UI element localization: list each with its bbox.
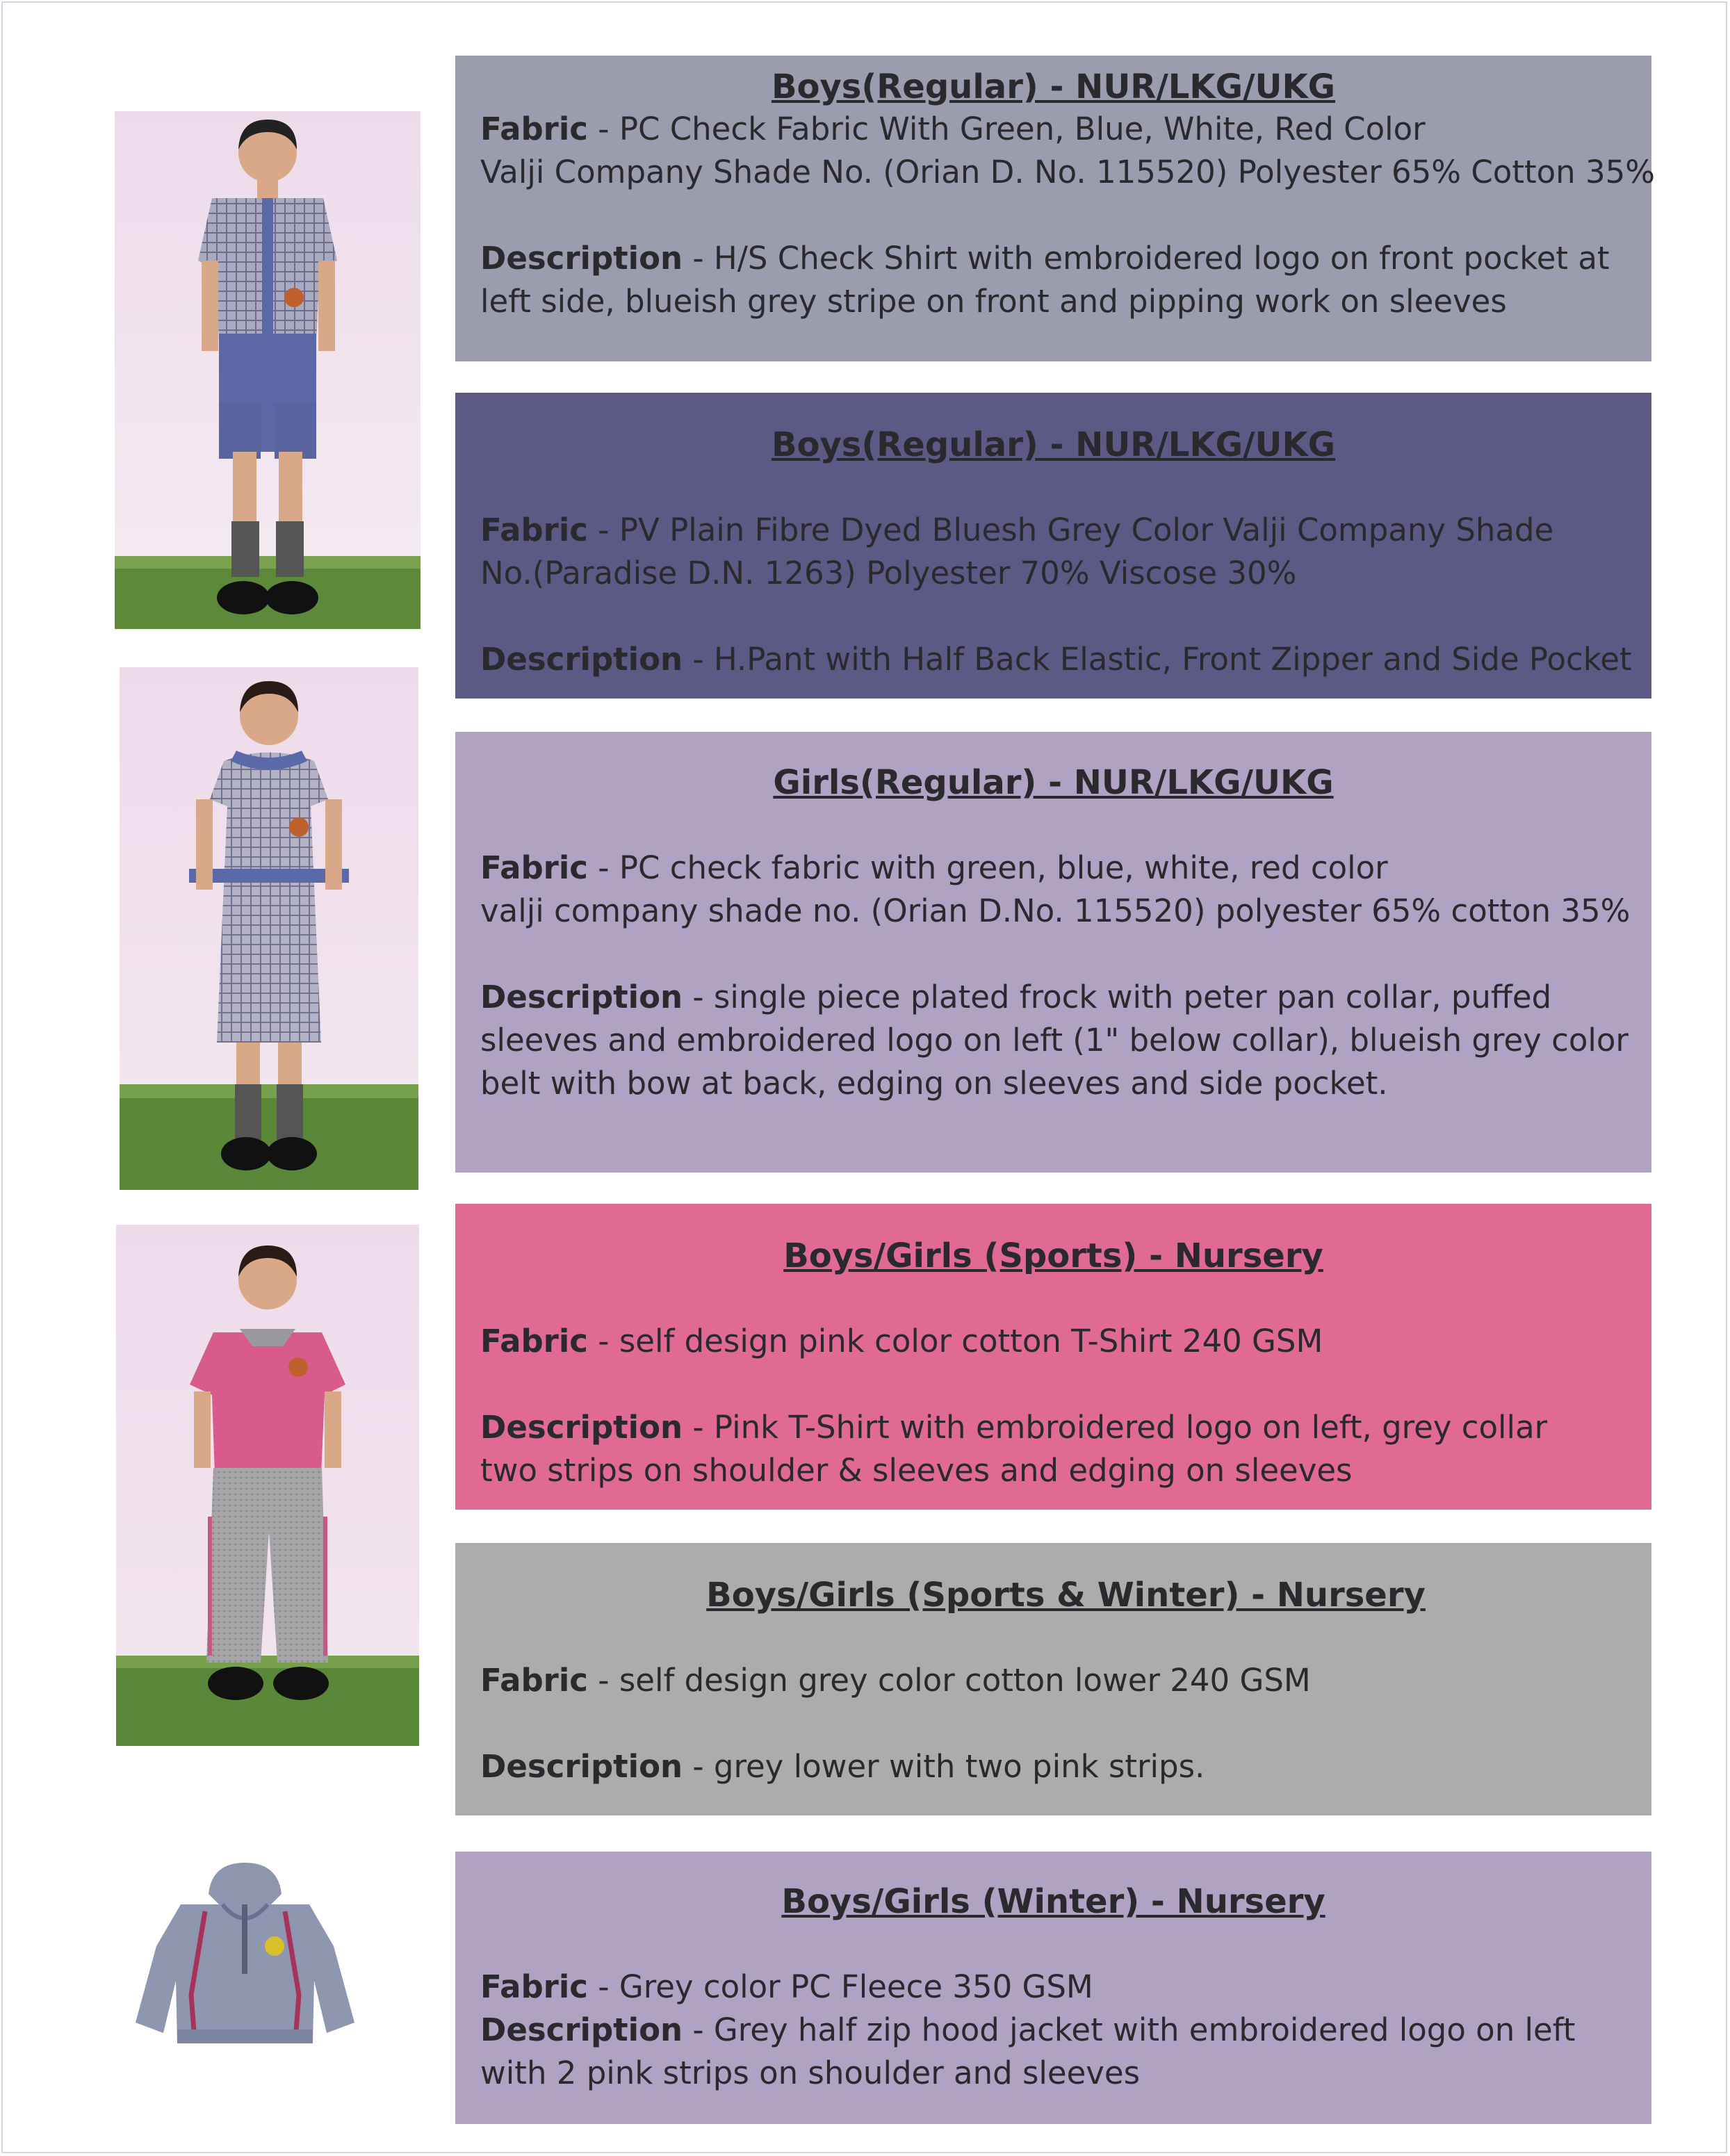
fabric-line-2: No.(Paradise D.N. 1263) Polyester 70% Viscose 30%	[480, 555, 1297, 591]
fabric-label: Fabric	[480, 512, 588, 548]
description-line-2: with 2 pink strips on shoulder and sleeves	[480, 2055, 1141, 2091]
girl-sports-uniform-photo	[116, 1225, 419, 1746]
fabric-label: Fabric	[480, 1323, 588, 1359]
fabric-line	[480, 509, 1651, 552]
description-line-2: two strips on shoulder & sleeves and edging on sleeves	[480, 1452, 1353, 1489]
description-line	[480, 237, 1651, 280]
fabric-line-2: valji company shade no. (Orian D.No. 115520) polyester 65% cotton 35%	[480, 892, 1631, 929]
fabric-text: - PC Check Fabric With Green, Blue, White, Red Color	[598, 111, 1426, 147]
fabric-line	[480, 1659, 1651, 1702]
boys-regular-shirt-card	[455, 56, 1655, 361]
description-line-3: belt with bow at back, edging on sleeves and side pocket.	[480, 1065, 1388, 1102]
fabric-label: Fabric	[480, 1662, 588, 1699]
card-title: Boys(Regular) - NUR/LKG/UKG	[771, 67, 1336, 106]
description-text: - H.Pant with Half Back Elastic, Front Zipper and Side Pocket	[692, 641, 1632, 678]
winter-jacket-card	[455, 1852, 1651, 2124]
girls-regular-frock-card	[455, 732, 1651, 1173]
description-line	[480, 1745, 1651, 1788]
card-title: Boys/Girls (Winter) - Nursery	[781, 1882, 1325, 1921]
description-text: - single piece plated frock with peter pan collar, puffed	[692, 979, 1552, 1015]
description-text: - H/S Check Shirt with embroidered logo on front pocket at	[692, 240, 1610, 277]
description-label: Description	[480, 979, 683, 1015]
description-label: Description	[480, 641, 683, 678]
fabric-label: Fabric	[480, 1968, 588, 2005]
fabric-text: - self design grey color cotton lower 240 GSM	[598, 1662, 1311, 1699]
fabric-text: - PV Plain Fibre Dyed Bluesh Grey Color Valji Company Shade	[598, 512, 1554, 548]
winter-jacket-photo	[125, 1856, 365, 2050]
sports-winter-lower-card	[455, 1543, 1651, 1815]
fabric-line-2: Valji Company Shade No. (Orian D. No. 115520) Polyester 65% Cotton 35%	[480, 154, 1655, 190]
description-line-2: sleeves and embroidered logo on left (1" below collar), blueish grey color	[480, 1022, 1629, 1059]
card-title: Boys(Regular) - NUR/LKG/UKG	[771, 425, 1336, 464]
description-text: - grey lower with two pink strips.	[692, 1748, 1205, 1785]
fabric-label: Fabric	[480, 849, 588, 886]
fabric-label: Fabric	[480, 111, 588, 147]
description-text: - Pink T-Shirt with embroidered logo on left, grey collar	[692, 1409, 1548, 1446]
description-text: - Grey half zip hood jacket with embroidered logo on left	[692, 2011, 1576, 2048]
boy-regular-uniform-photo	[115, 111, 421, 629]
boys-regular-pant-card	[455, 393, 1651, 699]
fabric-text: - PC check fabric with green, blue, white, red color	[598, 849, 1388, 886]
description-line	[480, 2009, 1651, 2052]
card-title: Boys/Girls (Sports & Winter) - Nursery	[706, 1576, 1426, 1615]
description-line	[480, 976, 1651, 1019]
fabric-line	[480, 847, 1651, 890]
fabric-text: - Grey color PC Fleece 350 GSM	[598, 1968, 1093, 2005]
sports-tshirt-card	[455, 1204, 1651, 1510]
description-label: Description	[480, 2011, 683, 2048]
fabric-text: - self design pink color cotton T-Shirt 240 GSM	[598, 1323, 1323, 1359]
girl-regular-uniform-photo	[120, 667, 418, 1190]
card-title: Boys/Girls (Sports) - Nursery	[783, 1236, 1323, 1275]
description-line	[480, 1406, 1651, 1449]
fabric-line	[480, 1966, 1651, 2009]
description-label: Description	[480, 1748, 683, 1785]
description-line-2: left side, blueish grey stripe on front and pipping work on sleeves	[480, 283, 1507, 320]
description-label: Description	[480, 240, 683, 277]
fabric-line	[480, 108, 1651, 151]
description-line	[480, 638, 1651, 681]
fabric-line	[480, 1320, 1651, 1363]
description-label: Description	[480, 1409, 683, 1446]
card-title: Girls(Regular) - NUR/LKG/UKG	[773, 763, 1334, 802]
